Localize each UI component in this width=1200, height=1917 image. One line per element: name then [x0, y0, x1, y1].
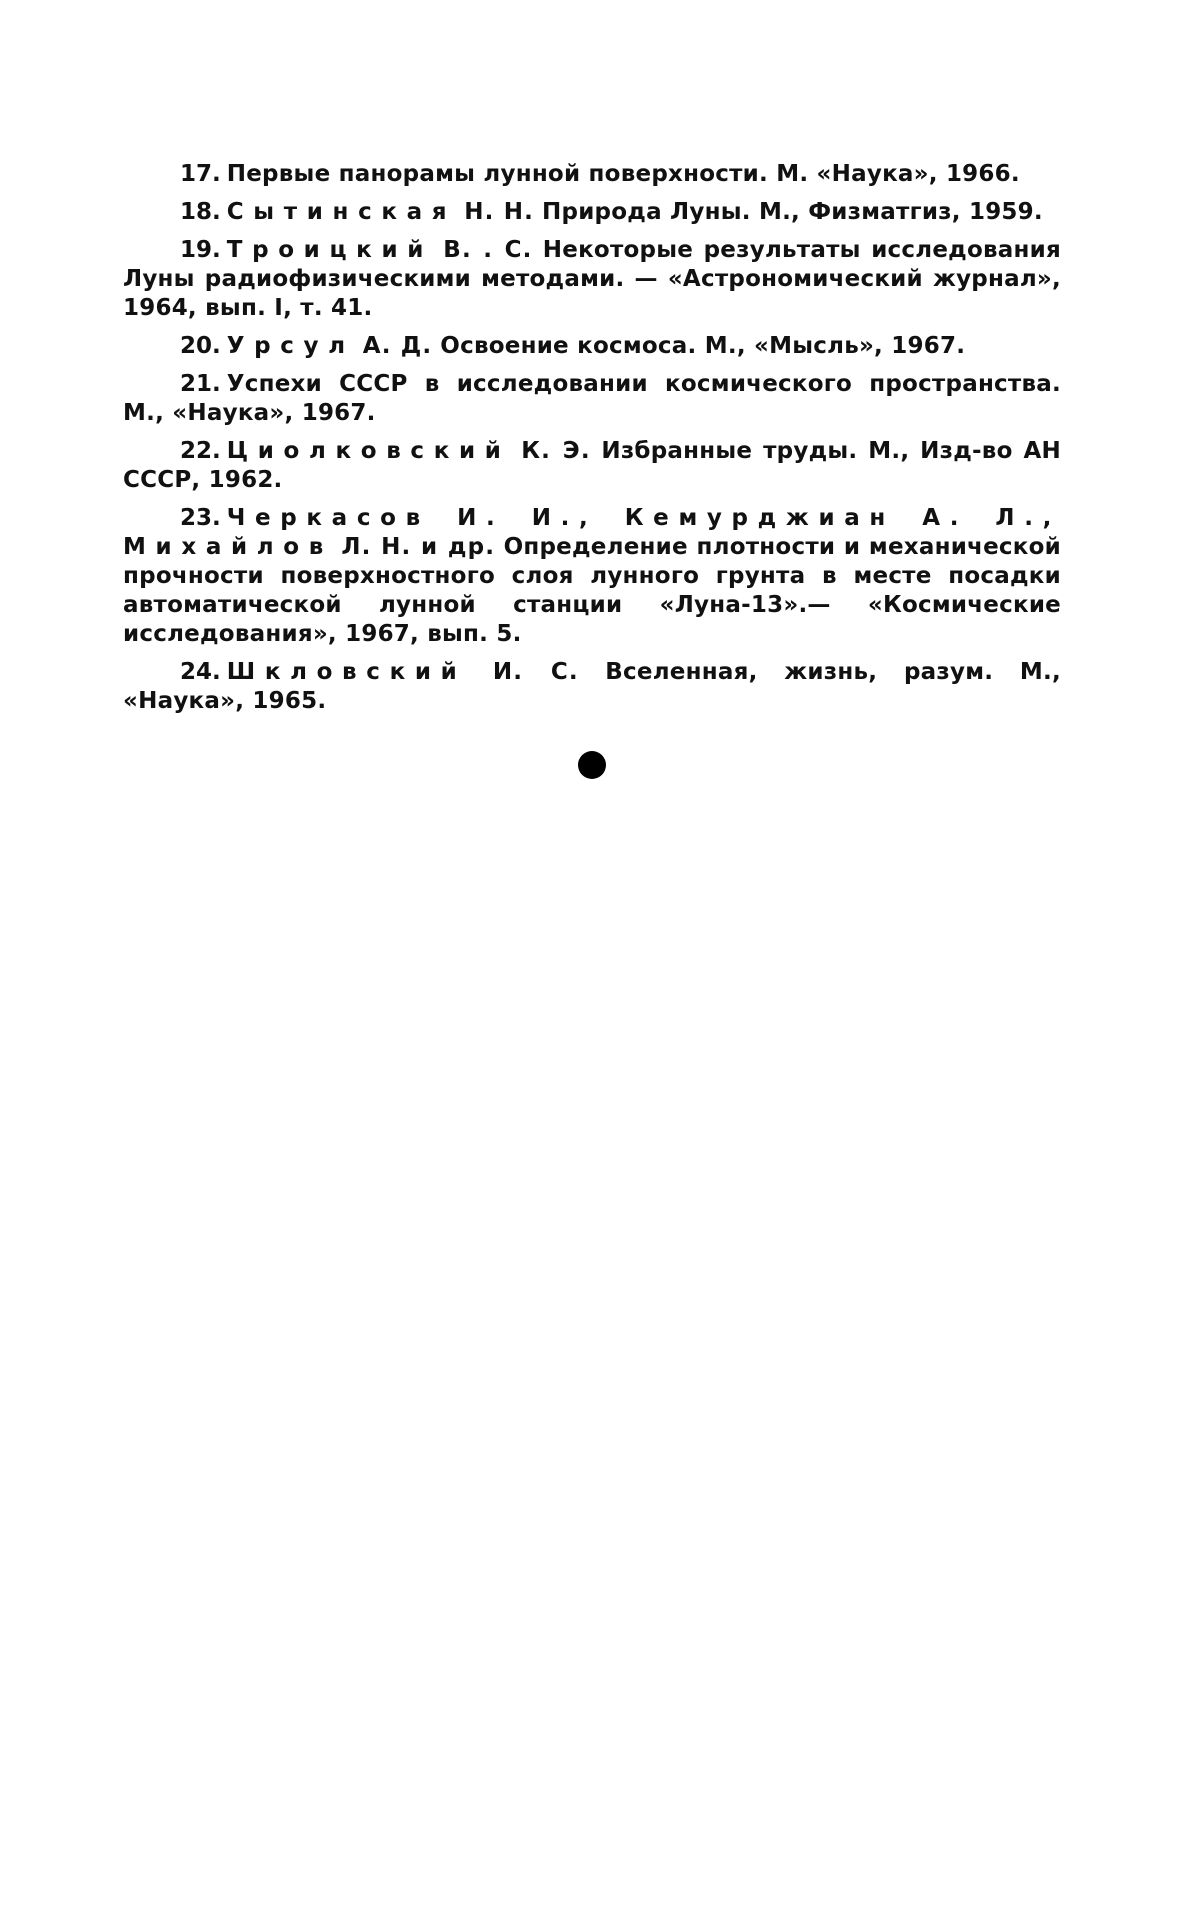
reference-title: Вселенная, жизнь, разум. М., «Наука», 1965.	[123, 659, 1061, 714]
reference-initials: И. С.	[492, 659, 579, 685]
reference-title: Избранные труды. М., Изд-во АН СССР, 1962.	[123, 438, 1061, 493]
reference-item	[123, 504, 1061, 649]
reference-item	[123, 198, 1061, 227]
reference-initials: Н. Н.	[464, 199, 534, 225]
reference-initials: В. . С.	[443, 237, 533, 263]
reference-number: 20.	[180, 333, 221, 359]
reference-number: 17.	[180, 161, 221, 187]
reference-title: Определение плотности и механической прочности поверхностного слоя лунного грунта в месте посадки автоматической лунной станции «Луна-13».— «Космические исследования», 1967, вып. 5.	[123, 534, 1061, 647]
reference-item	[123, 332, 1061, 361]
reference-author: Черкасов И. И., Кемурджиан А. Л., Михайлов	[123, 505, 1061, 560]
reference-title: Успехи СССР в исследовании космического пространства. М., «Наука», 1967.	[123, 371, 1061, 426]
reference-number: 23.	[180, 505, 221, 531]
reference-item	[123, 437, 1061, 495]
reference-item	[123, 658, 1061, 716]
reference-item	[123, 370, 1061, 428]
reference-number: 18.	[180, 199, 221, 225]
reference-initials: Л. Н. и др.	[341, 534, 496, 560]
reference-number: 21.	[180, 371, 221, 397]
reference-title: Первые панорамы лунной поверхности. М. «Наука», 1966.	[226, 161, 1020, 187]
reference-author: Урсул	[226, 333, 355, 359]
reference-number: 19.	[180, 237, 221, 263]
reference-title: Освоение космоса. М., «Мысль», 1967.	[440, 333, 966, 359]
reference-number: 24.	[180, 659, 221, 685]
reference-title: Природа Луны. М., Физматгиз, 1959.	[542, 199, 1043, 225]
reference-author: Циолковский	[226, 438, 511, 464]
reference-title: Некоторые результаты исследования Луны радиофизическими методами. — «Астрономический журнал», 1964, вып. I, т. 41.	[123, 237, 1062, 321]
end-of-section-dot-icon	[578, 751, 606, 779]
reference-item	[123, 236, 1061, 323]
reference-item	[123, 160, 1061, 189]
reference-initials: А. Д.	[362, 333, 433, 359]
reference-author: Шкловский	[226, 659, 467, 685]
reference-number: 22.	[180, 438, 221, 464]
reference-author: Троицкий	[226, 237, 433, 263]
reference-initials: К. Э.	[521, 438, 591, 464]
reference-author: Сытинская	[226, 199, 457, 225]
reference-list	[123, 160, 1061, 725]
